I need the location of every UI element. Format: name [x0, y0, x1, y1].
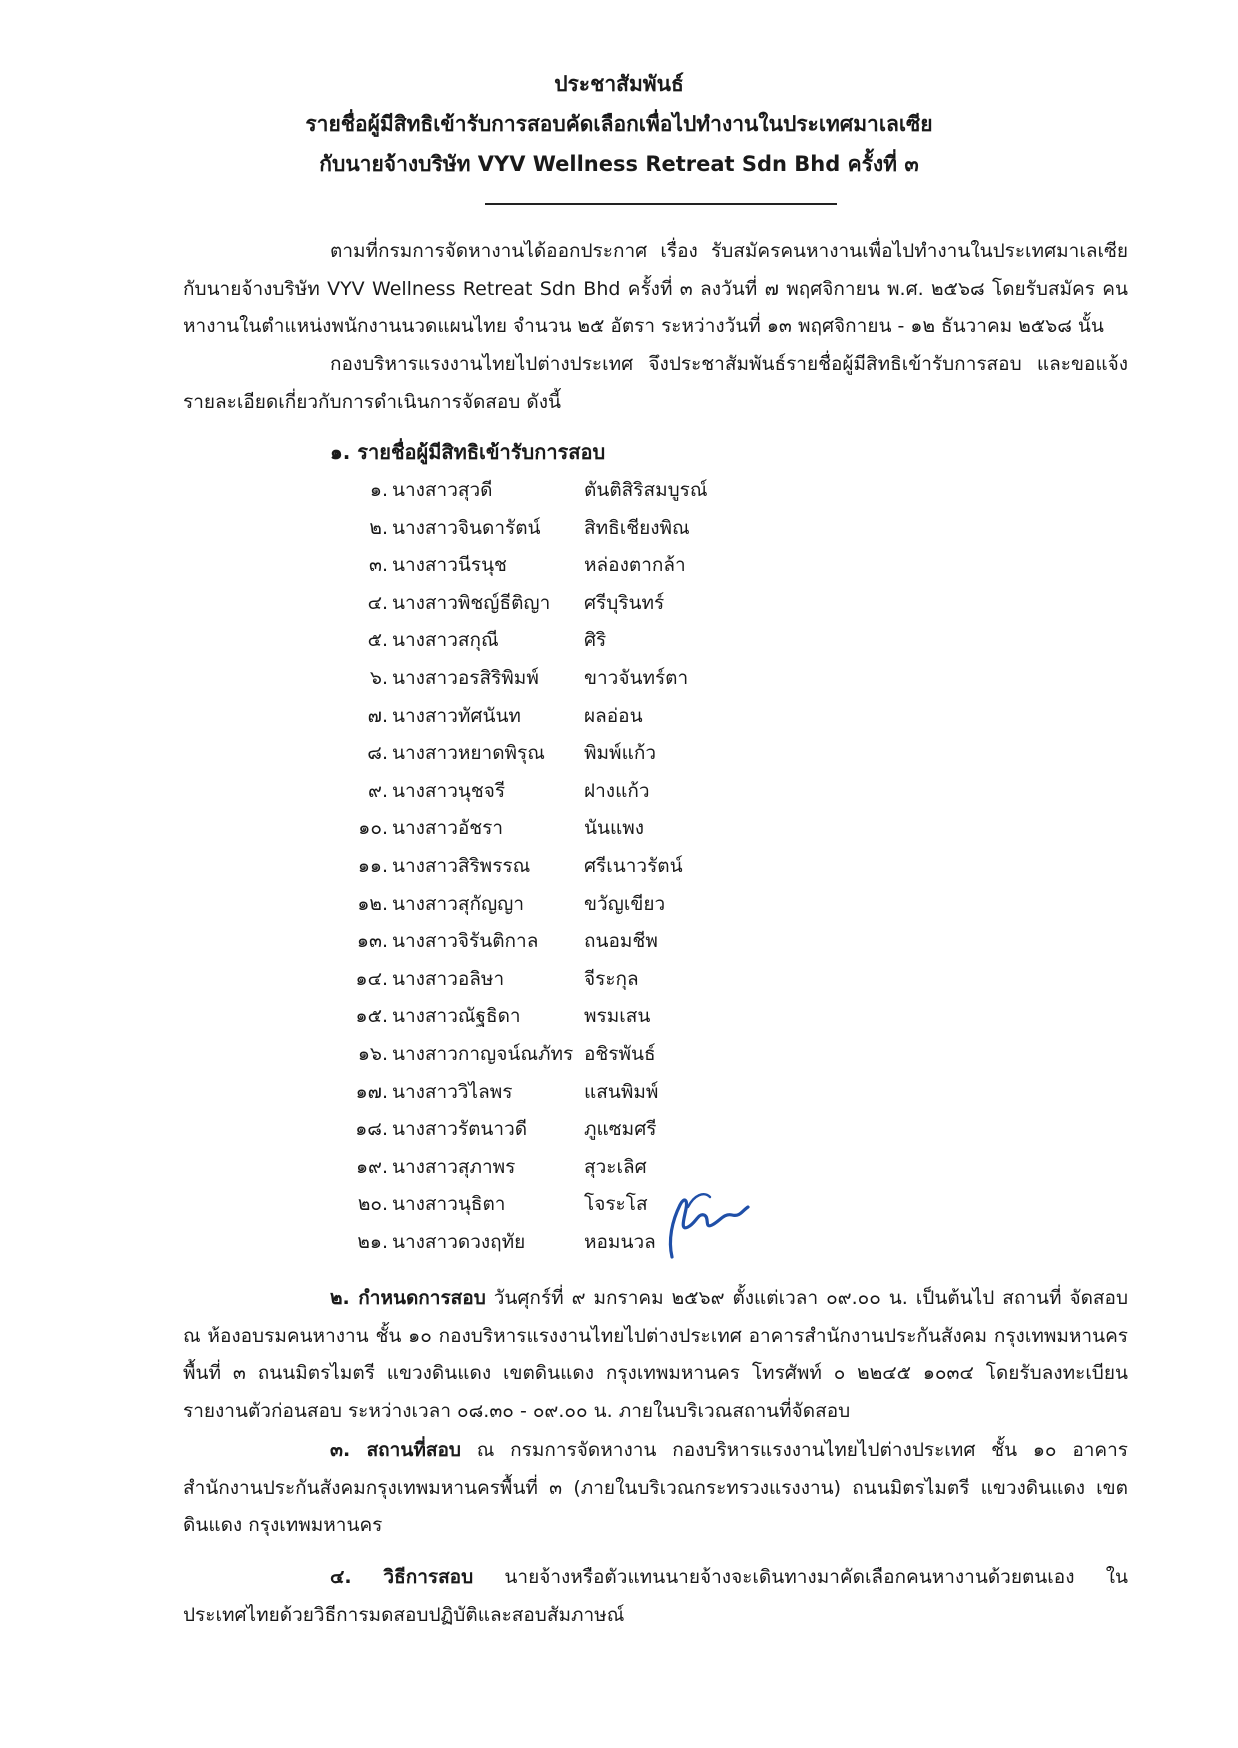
section-3-heading: ๓. สถานที่สอบ	[330, 1439, 461, 1461]
section-2-paragraph	[183, 1280, 1128, 1430]
candidate-last-name: พรมเสน	[584, 1005, 651, 1028]
candidate-number: ๖.	[369, 666, 388, 689]
candidate-row	[330, 698, 830, 736]
candidate-number: ๕.	[367, 629, 388, 652]
document-title: รายชื่อผู้มีสิทธิเข้ารับการสอบคัดเลือกเพื่อไปทำงานในประเทศมาเลเซีย	[305, 112, 933, 136]
intro-paragraph-1-text: ตามที่กรมการจัดหางานได้ออกประกาศ เรื่อง รับสมัครคนหางานเพื่อไปทำงานในประเทศมาเลเซีย กับนายจ้างบริษัท VYV Wellness Retreat Sdn Bhd ครั้งที่ ๓ ลงวันที่ ๗ พฤศจิกายน พ.ศ. ๒๕๖๘ โดยรับสมัคร คนหางานในตำแหน่งพนักงานนวดแผนไทย จำนวน ๒๕ อัตรา ระหว่างวันที่ ๑๓ พฤศจิกายน - ๑๒ ธันวาคม ๒๕๖๘ นั้น	[183, 240, 1128, 337]
candidate-number: ๑๙.	[355, 1155, 388, 1178]
candidate-number: ๑๑.	[357, 854, 388, 877]
candidate-first-name: นางสาวอรสิริพิมพ์	[392, 666, 539, 689]
candidate-last-name: ศรีบุรินทร์	[584, 591, 665, 614]
candidate-row	[330, 773, 830, 811]
candidate-first-name: นางสาวพิชญ์ธีติญา	[392, 591, 551, 614]
candidate-first-name: นางสาวกาญจน์ณภัทร	[392, 1042, 574, 1065]
candidate-first-name: นางสาวจิรันติกาล	[392, 930, 539, 953]
candidate-row	[330, 1074, 830, 1112]
candidate-number: ๑๕.	[355, 1005, 388, 1028]
candidate-row	[330, 547, 830, 585]
candidate-row	[330, 1036, 830, 1074]
candidate-first-name: นางสาวณัฐธิดา	[392, 1005, 521, 1028]
section-3-text: ณ กรมการจัดหางาน กองบริหารแรงงานไทยไปต่างประเทศ ชั้น ๑๐ อาคารสำนักงานประกันสังคมกรุงเทพมหานครพื้นที่ ๓ (ภายในบริเวณกระทรวงแรงงาน) ถนนมิตรไมตรี แขวงดินแดง เขตดินแดง กรุงเทพมหานคร	[183, 1439, 1128, 1536]
section-2-text: วันศุกร์ที่ ๙ มกราคม ๒๕๖๙ ตั้งแต่เวลา ๐๙.๐๐ น. เป็นต้นไป สถานที่ จัดสอบ ณ ห้องอบรมคนหางาน ชั้น ๑๐ กองบริหารแรงงานไทยไปต่างประเทศ อาคารสำนักงานประกันสังคม กรุงเทพมหานครพื้นที่ ๓ ถนนมิตรไมตรี แขวงดินแดง เขตดินแดง กรุงเทพมหานคร โทรศัพท์ ๐ ๒๒๔๕ ๑๐๓๔ โดยรับลงทะเบียนรายงานตัวก่อนสอบ ระหว่างเวลา ๐๘.๓๐ - ๐๙.๐๐ น. ภายในบริเวณสถานที่จัดสอบ	[183, 1287, 1129, 1422]
candidate-row	[330, 848, 830, 886]
candidate-first-name: นางสาวดวงฤทัย	[392, 1230, 526, 1253]
candidate-first-name: นางสาวสุภาพร	[392, 1155, 516, 1178]
section-1-heading: ๑. รายชื่อผู้มีสิทธิเข้ารับการสอบ	[330, 440, 606, 464]
candidate-row	[330, 660, 830, 698]
candidate-number: ๗.	[367, 704, 388, 727]
candidate-number: ๑๒.	[357, 892, 388, 915]
candidate-last-name: ผลอ่อน	[584, 704, 643, 727]
candidate-row	[330, 1111, 830, 1149]
candidate-number: ๑๘.	[355, 1118, 388, 1141]
candidate-first-name: นางสาวสกุณี	[392, 629, 499, 652]
section-4-text: นายจ้างหรือตัวแทนนายจ้างจะเดินทางมาคัดเลือกคนหางานด้วยตนเอง ในประเทศไทยด้วยวิธีการมดสอบปฏิบัติและสอบสัมภาษณ์	[183, 1566, 1128, 1626]
candidate-last-name: โจระโส	[584, 1193, 648, 1216]
intro-paragraph-2-text: กองบริหารแรงงานไทยไปต่างประเทศ จึงประชาสัมพันธ์รายชื่อผู้มีสิทธิเข้ารับการสอบ และขอแจ้งรายละเอียดเกี่ยวกับการดำเนินการจัดสอบ ดังนี้	[183, 353, 1128, 413]
candidate-last-name: ตันติสิริสมบูรณ์	[584, 479, 708, 501]
candidate-last-name: ถนอมชีพ	[584, 930, 658, 953]
candidate-first-name: นางสาวอัชรา	[392, 817, 504, 840]
candidate-row	[330, 961, 830, 999]
candidate-first-name: นางสาวสุวดี	[392, 479, 493, 501]
candidate-row	[330, 1149, 830, 1187]
candidate-last-name: แสนพิมพ์	[584, 1080, 659, 1103]
candidate-number: ๑.	[369, 479, 388, 501]
candidate-last-name: จีระกุล	[584, 967, 639, 990]
candidate-number: ๔.	[367, 591, 388, 614]
candidate-number: ๑๖.	[357, 1042, 388, 1065]
candidate-number: ๑๐.	[358, 817, 388, 840]
candidate-number: ๑๗.	[355, 1080, 388, 1103]
candidate-first-name: นางสาวนีรนุช	[392, 554, 507, 577]
candidate-row	[330, 886, 830, 924]
signature-mark	[658, 1185, 758, 1265]
candidate-last-name: หอมนวล	[584, 1230, 656, 1253]
candidate-first-name: นางสาวรัตนาวดี	[392, 1118, 528, 1141]
candidate-last-name: ภูแซมศรี	[584, 1118, 657, 1141]
candidate-number: ๙.	[368, 779, 388, 802]
candidate-last-name: สิทธิเชียงพิณ	[584, 516, 690, 539]
candidate-last-name: ขวัญเขียว	[584, 892, 666, 915]
candidate-first-name: นางสาววิไลพร	[392, 1080, 513, 1103]
candidate-number: ๒๑.	[357, 1230, 388, 1253]
candidate-first-name: นางสาวนุชจรี	[392, 779, 506, 802]
candidate-last-name: นันแพง	[584, 817, 645, 840]
section-2-heading: ๒. กำหนดการสอบ	[330, 1287, 486, 1309]
candidate-number: ๑๔.	[355, 967, 388, 990]
candidate-row	[330, 998, 830, 1036]
candidate-last-name: พิมพ์แก้ว	[584, 742, 656, 765]
announcement-label: ประชาสัมพันธ์	[554, 72, 684, 96]
candidate-number: ๒.	[369, 516, 388, 539]
candidate-last-name: ศรีเนาวรัตน์	[584, 854, 683, 877]
candidate-row	[330, 472, 830, 510]
intro-paragraph-1	[183, 233, 1128, 346]
candidate-number: ๘.	[367, 742, 388, 765]
candidate-list	[330, 472, 830, 1261]
candidate-first-name: นางสาวทัศนันท	[392, 704, 521, 727]
candidate-last-name: สุวะเลิศ	[584, 1155, 647, 1178]
candidate-row	[330, 585, 830, 623]
candidate-first-name: นางสาวนุธิตา	[392, 1193, 506, 1216]
candidate-row	[330, 510, 830, 548]
section-4-paragraph	[183, 1559, 1128, 1634]
candidate-first-name: นางสาวจินดารัตน์	[392, 516, 541, 539]
section-3-paragraph	[183, 1432, 1128, 1545]
candidate-row	[330, 810, 830, 848]
candidate-number: ๓.	[368, 554, 388, 577]
candidate-number: ๒๐.	[357, 1193, 388, 1216]
candidate-first-name: นางสาวสุกัญญา	[392, 892, 525, 915]
candidate-last-name: ขาวจันทร์ตา	[584, 666, 689, 689]
candidate-row	[330, 622, 830, 660]
candidate-first-name: นางสาวอลิษา	[392, 967, 505, 990]
title-divider	[485, 203, 837, 205]
candidate-row	[330, 923, 830, 961]
candidate-last-name: หล่องตากล้า	[584, 554, 686, 577]
candidate-last-name: อชิรพันธ์	[584, 1042, 656, 1065]
intro-paragraph-2	[183, 346, 1128, 421]
document-subtitle: กับนายจ้างบริษัท VYV Wellness Retreat Sdn Bhd ครั้งที่ ๓	[319, 152, 919, 176]
candidate-row	[330, 735, 830, 773]
candidate-first-name: นางสาวสิริพรรณ	[392, 854, 531, 877]
section-4-heading: ๔. วิธีการสอบ	[330, 1566, 474, 1588]
candidate-last-name: ฝางแก้ว	[584, 779, 650, 802]
candidate-first-name: นางสาวหยาดพิรุณ	[392, 742, 545, 765]
candidate-number: ๑๓.	[356, 930, 388, 953]
candidate-last-name: ศิริ	[584, 629, 607, 652]
